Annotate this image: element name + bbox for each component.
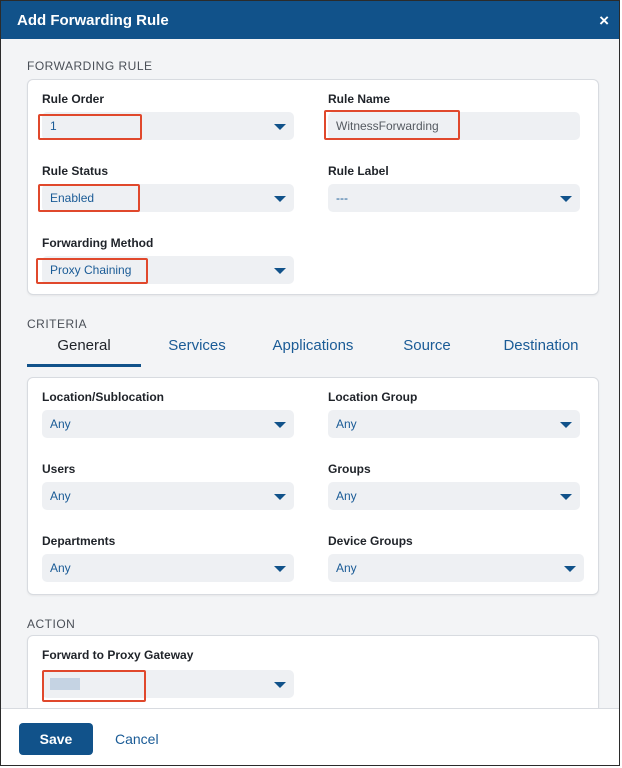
location-label: Location/Sublocation (42, 390, 164, 404)
forwarding-rule-card (27, 79, 599, 295)
action-card (27, 635, 599, 711)
proxy-gateway-dropdown[interactable] (42, 670, 294, 698)
caret-down-icon (274, 494, 286, 500)
proxy-gateway-label: Forward to Proxy Gateway (42, 648, 194, 662)
tab-general[interactable]: General (27, 337, 141, 367)
rule-status-dropdown[interactable] (42, 184, 294, 212)
caret-down-icon (560, 196, 572, 202)
rule-name-value: WitnessForwarding (336, 119, 439, 133)
rule-order-label: Rule Order (42, 92, 105, 106)
close-icon[interactable]: × (599, 10, 609, 30)
caret-down-icon (274, 682, 286, 688)
caret-down-icon (560, 422, 572, 428)
rule-label-label: Rule Label (328, 164, 389, 178)
device-groups-label: Device Groups (328, 534, 413, 548)
location-group-dropdown[interactable] (328, 410, 580, 438)
rule-order-value: 1 (50, 119, 57, 133)
rule-label-value: --- (336, 191, 348, 205)
groups-dropdown[interactable] (328, 482, 580, 510)
caret-down-icon (274, 196, 286, 202)
caret-down-icon (274, 124, 286, 130)
location-dropdown[interactable] (42, 410, 294, 438)
dialog-title: Add Forwarding Rule (17, 11, 169, 29)
cancel-button[interactable]: Cancel (115, 731, 159, 747)
criteria-card (27, 377, 599, 595)
location-value: Any (50, 417, 71, 431)
criteria-section-title: CRITERIA (27, 317, 88, 331)
departments-label: Departments (42, 534, 116, 548)
caret-down-icon (560, 494, 572, 500)
departments-dropdown[interactable] (42, 554, 294, 582)
rule-status-label: Rule Status (42, 164, 109, 178)
caret-down-icon (274, 422, 286, 428)
groups-label: Groups (328, 462, 371, 476)
rule-label-dropdown[interactable] (328, 184, 580, 212)
forwarding-method-label: Forwarding Method (42, 236, 154, 250)
save-button[interactable]: Save (19, 723, 93, 755)
criteria-tabs (27, 337, 599, 367)
groups-value: Any (336, 489, 357, 503)
redacted-value (50, 678, 80, 690)
rule-order-dropdown[interactable] (42, 112, 294, 140)
device-groups-dropdown[interactable] (328, 554, 584, 582)
tab-applications[interactable]: Applications (272, 337, 354, 354)
location-group-value: Any (336, 417, 357, 431)
users-value: Any (50, 489, 71, 503)
action-section-title: ACTION (27, 617, 76, 631)
dialog-header (1, 1, 619, 39)
rule-status-value: Enabled (50, 191, 95, 205)
tab-source[interactable]: Source (403, 337, 451, 354)
forwarding-method-value: Proxy Chaining (50, 263, 132, 277)
forwarding-method-dropdown[interactable] (42, 256, 294, 284)
rule-name-input[interactable] (328, 112, 580, 140)
dialog-footer (1, 708, 619, 765)
users-label: Users (42, 462, 76, 476)
location-group-label: Location Group (328, 390, 418, 404)
departments-value: Any (50, 561, 71, 575)
caret-down-icon (274, 566, 286, 572)
rule-name-label: Rule Name (328, 92, 391, 106)
caret-down-icon (274, 268, 286, 274)
tab-services[interactable]: Services (168, 337, 226, 354)
forwarding-rule-section-title: FORWARDING RULE (27, 59, 153, 73)
device-groups-value: Any (336, 561, 357, 575)
users-dropdown[interactable] (42, 482, 294, 510)
caret-down-icon (564, 566, 576, 572)
tab-destination[interactable]: Destination (503, 337, 579, 354)
